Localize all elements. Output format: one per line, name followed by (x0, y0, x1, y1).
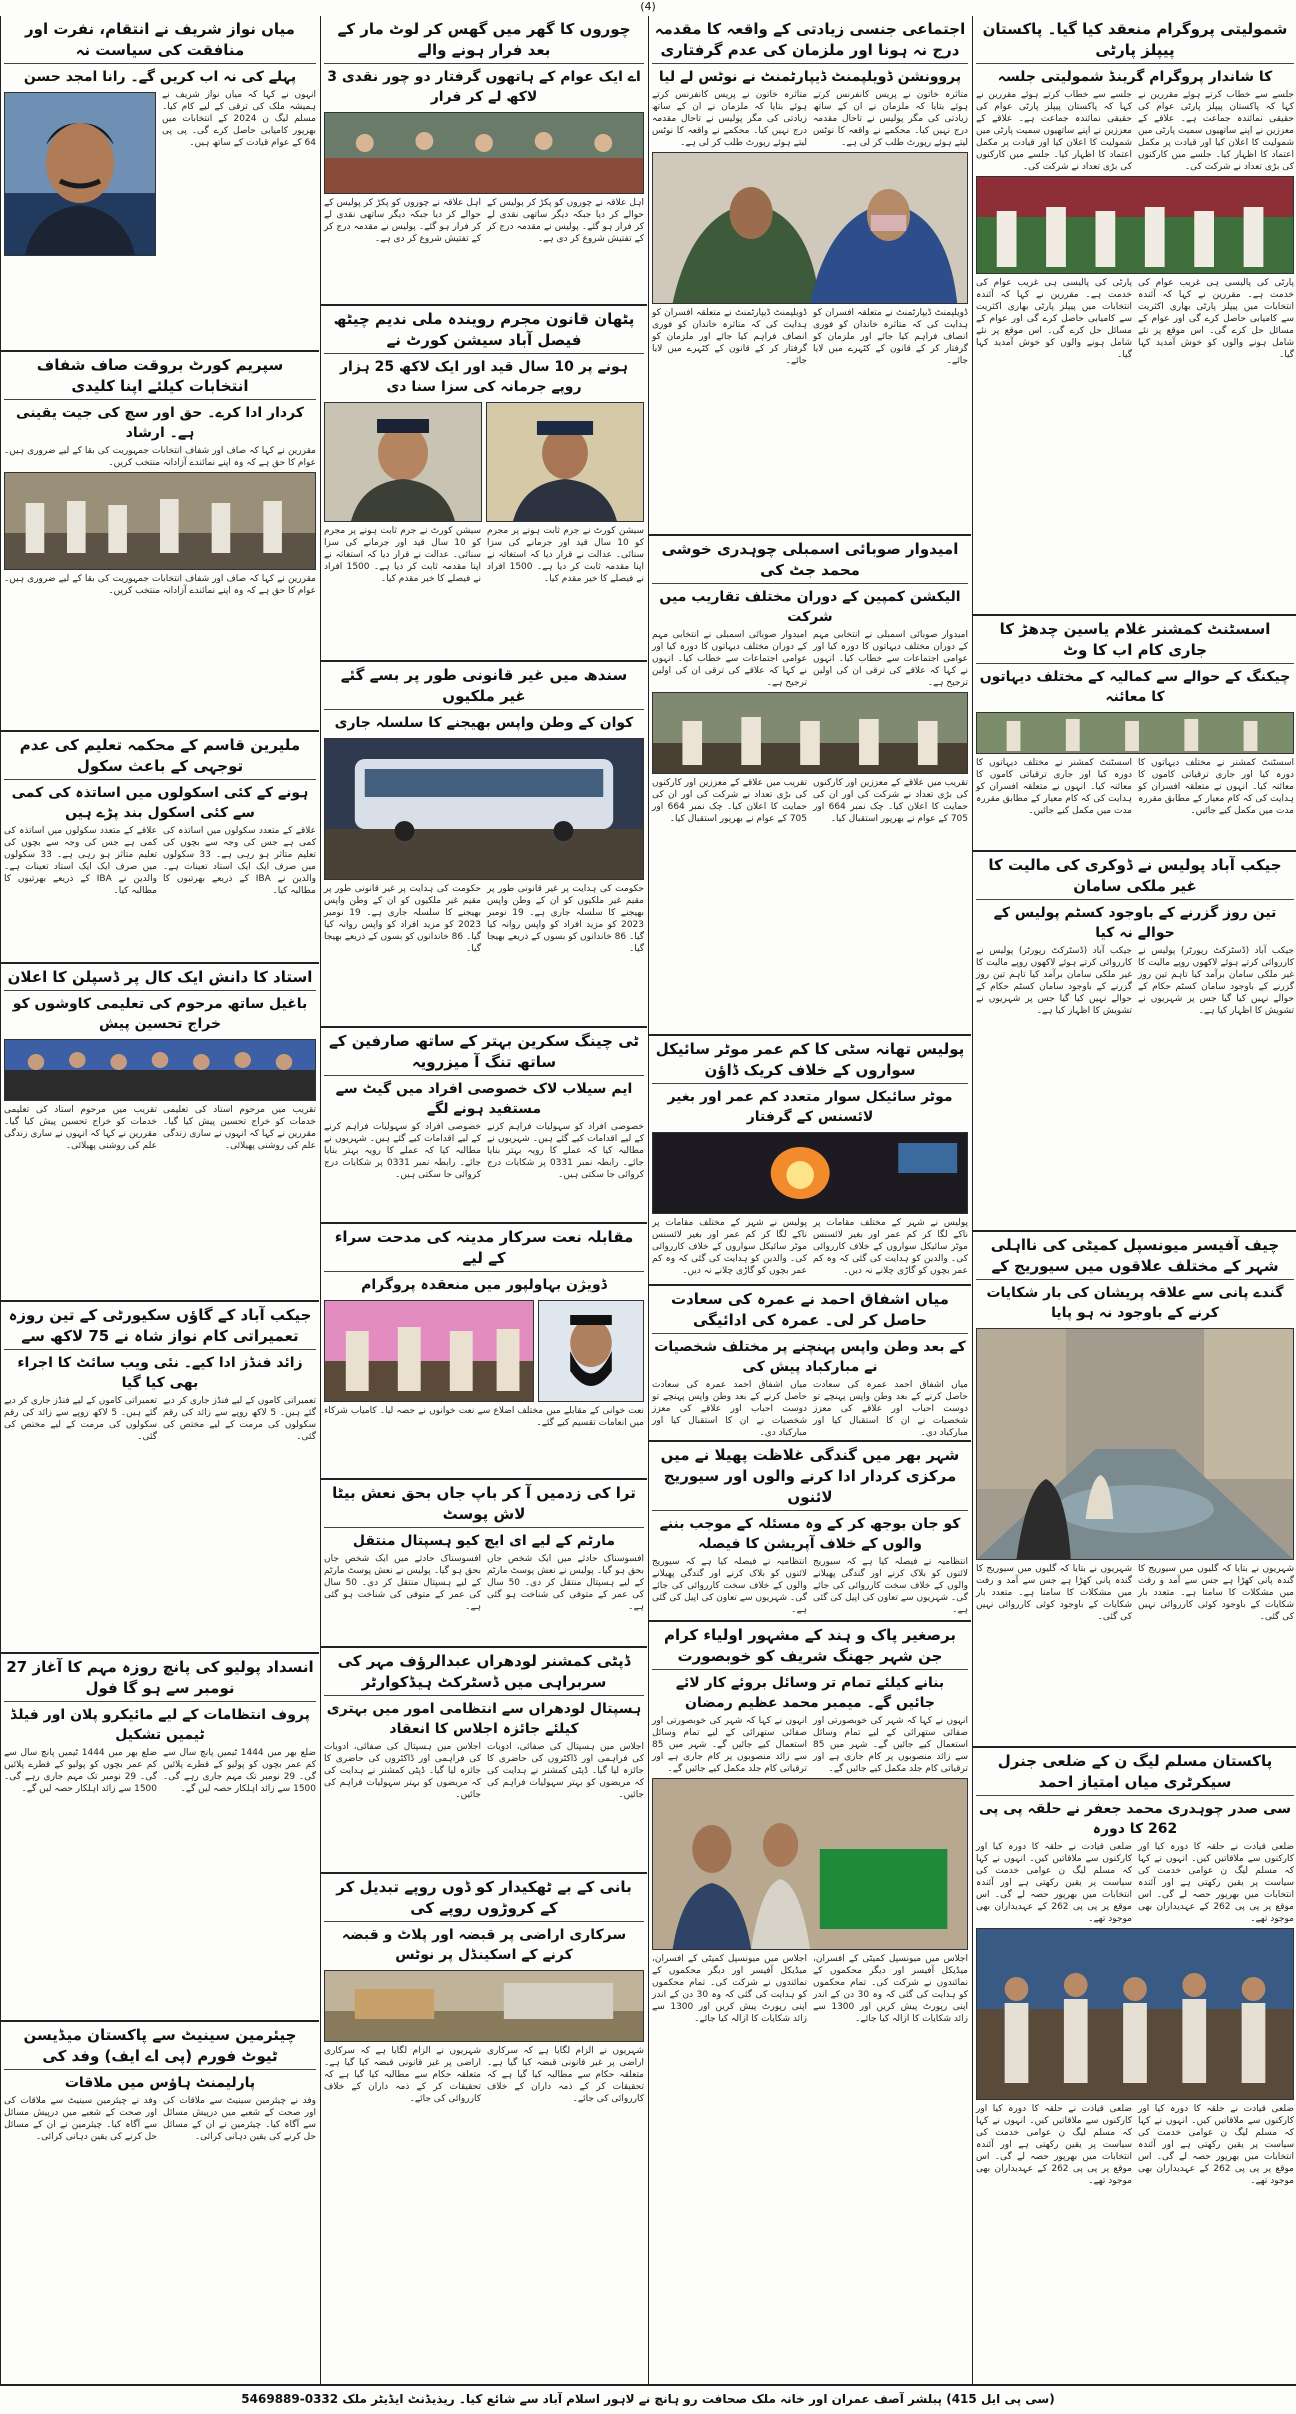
subheadline: گندے پانی سے علاقہ پریشان کی بار شکایات کرنے کے باوجود نہ ہو پایا (986, 1285, 1284, 1321)
subheadline: کو جان بوجھ کر کے وہ مسئلہ کے موجب بننے والوں کے خلاف آپریشن کا فیصلہ (659, 1516, 961, 1552)
subheadline: الیکشن کمپین کے دوران مختلف تقاریب میں شرکت (659, 589, 961, 625)
article-assault-case (649, 16, 971, 536)
article-text: تعمیراتی کاموں کے لیے فنڈز جاری کر دیے گئے ہیں۔ 5 لاکھ روپے سے زائد کی رقم سکولوں کی مرمت کے لیے مختص کی گئی۔ (163, 1396, 316, 1442)
subheadline: مارٹم کے لیے ای ایچ کیو ہسپتال منتقل (352, 1533, 616, 1549)
column-4 (0, 16, 319, 2384)
article-text: اسسٹنٹ کمشنر نے مختلف دیہاتوں کا دورہ کیا اور جاری ترقیاتی کاموں کا معائنہ کیا۔ انہوں نے متعلقہ افسران کو ہدایت کی کہ کام معیار کے مطابق مقررہ مدت میں مکمل کیے جائیں۔ (976, 758, 1132, 816)
article-teacher (1, 964, 319, 1302)
column-3 (320, 16, 647, 2384)
headline: ملیرین قاسم کے محکمہ تعلیم کی عدم توجہی کے باعث سکول (4, 734, 316, 780)
women-photo (652, 152, 968, 304)
street-photo (976, 1328, 1294, 1560)
article-text: اہل علاقہ نے چوروں کو پکڑ کر پولیس کے حوالے کر دیا جبکہ دیگر ساتھی نقدی لے کر فرار ہو گئے۔ پولیس نے مقدمہ درج کر کے تفتیش شروع کر دی ہے۔ (324, 198, 481, 244)
officer-photo (324, 402, 482, 522)
article-court-sentence (321, 306, 647, 662)
headline: چیف آفیسر میونسپل کمیٹی کی نااہلی شہر کے مختلف علاقوں میں سیوریج کے (976, 1234, 1294, 1280)
headline: اسسٹنٹ کمشنر غلام یاسین چدھڑ کا جاری کام اب کا وٹ (976, 618, 1294, 664)
inspection-photo (976, 712, 1294, 754)
article-text: اہل علاقہ نے چوروں کو پکڑ کر پولیس کے حوالے کر دیا جبکہ دیگر ساتھی نقدی لے کر فرار ہو گئے۔ پولیس نے مقدمہ درج کر کے تفتیش شروع کر دی ہے۔ (487, 198, 644, 244)
article-text: حکومت کی ہدایت پر غیر قانونی طور پر مقیم غیر ملکیوں کو ان کے وطن واپس بھیجنے کا سلسلہ جاری ہے۔ 19 نومبر 2023 کو مزید افراد کو واپس روانہ کیا گیا۔ 86 خاندانوں کو بسوں کے ذریعے بھیجا گیا۔ (324, 884, 481, 954)
article-text: ضلعی قیادت نے حلقہ کا دورہ کیا اور کارکنوں سے ملاقاتیں کیں۔ انہوں نے کہا کہ مسلم لیگ ن عوامی خدمت کی سیاست پر یقین رکھتی ہے اور آئندہ انتخابات میں بھرپور حصہ لے گی۔ اس موقع پر پی پی 262 کے عہدیداران بھی موجود تھے۔ (976, 1842, 1132, 1924)
article-text: علاقے کے متعدد سکولوں میں اساتذہ کی کمی ہے جس کی وجہ سے بچوں کی تعلیم متاثر ہو رہی ہے۔ 33 سکولوں میں صرف ایک ایک استاد تعینات ہے۔ والدین نے IBA کے ذریعے بھرتیوں کا مطالبہ کیا۔ (4, 826, 157, 896)
subheadline: کوان کے وطن واپس بھیجنے کا سلسلہ جاری (334, 715, 634, 731)
article-sewerage-operation (649, 1442, 971, 1622)
article-text: ضلعی قیادت نے حلقہ کا دورہ کیا اور کارکنوں سے ملاقاتیں کیں۔ انہوں نے کہا کہ مسلم لیگ ن عوامی خدمت کی سیاست پر یقین رکھتی ہے اور آئندہ انتخابات میں بھرپور حصہ لے گی۔ اس موقع پر پی پی 262 کے عہدیداران بھی موجود تھے۔ (1138, 1842, 1294, 1924)
article-text: وفد نے چیئرمین سینیٹ سے ملاقات کی اور صحت کے شعبے میں درپیش مسائل سے آگاہ کیا۔ چیئرمین نے ان کے مسائل حل کرنے کی یقین دہانی کرائی۔ (4, 2096, 157, 2142)
article-text: ضلع بھر میں 1444 ٹیمیں پانچ سال سے کم عمر بچوں کو پولیو کے قطرے پلائیں گی۔ 29 نومبر تک مہم جاری رہے گی۔ 1500 سے زائد اہلکار حصہ لیں گے۔ (4, 1748, 157, 1794)
subheadline: پارلیمنٹ ہاؤس میں ملاقات (64, 2075, 256, 2091)
subheadline: پروف انتظامات کے لیے مائیکرو پلان اور فیلڈ ٹیمیں تشکیل (10, 1707, 310, 1743)
article-jhang (649, 1622, 971, 2384)
subheadline: پہلے کی نہ اب کریں گے۔ رانا امجد حسن (23, 69, 297, 85)
article-text: جلسے سے خطاب کرتے ہوئے مقررین نے کہا کہ پاکستان پیپلز پارٹی عوام کی حقیقی نمائندہ جماعت ہے۔ علاقے کے معززین نے اپنے ساتھیوں سمیت پارٹی میں شمولیت کا اعلان کیا اور قیادت پر مکمل اعتماد کا اظہار کیا۔ جلسے میں کارکنوں کی بڑی تعداد نے شرکت کی۔ (976, 90, 1132, 172)
article-sindh-foreigners (321, 662, 647, 1028)
event-photo (4, 472, 316, 570)
event-photo (324, 1300, 534, 1402)
article-text: اجلاس میں ہسپتال کی صفائی، ادویات کی فراہمی اور ڈاکٹروں کی حاضری کا جائزہ لیا گیا۔ ڈپٹی کمشنر نے ہدایت کی کہ مریضوں کو بہتر سہولیات فراہم کی جائیں۔ (324, 1742, 481, 1800)
article-text: تقریب میں علاقے کے معززین اور کارکنوں کی بڑی تعداد نے شرکت کی اور ان کی حمایت کا اعلان کیا۔ چک نمبر 664 اور 705 کے عوام نے بھرپور استقبال کیا۔ (652, 778, 807, 824)
article-text: مقررین نے کہا کہ صاف اور شفاف انتخابات جمہوریت کی بقا کے لیے ضروری ہیں۔ عوام کا حق ہے کہ وہ اپنے نمائندے آزادانہ منتخب کریں۔ (4, 446, 316, 468)
article-text: اسسٹنٹ کمشنر نے مختلف دیہاتوں کا دورہ کیا اور جاری ترقیاتی کاموں کا معائنہ کیا۔ انہوں نے متعلقہ افسران کو ہدایت کی کہ کام معیار کے مطابق مقررہ مدت میں مکمل کیے جائیں۔ (1138, 758, 1294, 816)
article-schools (1, 732, 319, 964)
article-text: نعت خوانی کے مقابلے میں مختلف اضلاع سے نعت خوانوں نے حصہ لیا۔ کامیاب شرکاء میں انعامات تقسیم کیے گئے۔ (324, 1406, 644, 1428)
subheadline: سی صدر چوہدری محمد جعفر نے حلقہ پی پی 262 کا دورہ (978, 1801, 1292, 1837)
article-naat (321, 1224, 647, 1480)
article-text: تقریب میں علاقے کے معززین اور کارکنوں کی بڑی تعداد نے شرکت کی اور ان کی حمایت کا اعلان کیا۔ چک نمبر 664 اور 705 کے عوام نے بھرپور استقبال کیا۔ (813, 778, 968, 824)
subheadline: ایم سیلاب لاک خصوصی افراد میں گیٹ سے مستفید ہونے لگے (335, 1081, 633, 1117)
headline: سپریم کورٹ بروقت صاف شفاف انتخابات کیلئے اپنا کلیدی (4, 354, 316, 400)
headline: انسداد پولیو کی پانچ روزہ مہم کا آغاز 27 نومبر سے ہو گا فول (4, 1656, 316, 1702)
subheadline: باغیل ساتھ مرحوم کی تعلیمی کاوشوں کو خراج تحسین پیش (12, 996, 308, 1032)
headline: امیدوار صوبائی اسمبلی چوہدری خوشی محمد جٹ کی (652, 538, 968, 584)
subheadline: بنانے کیلئے تمام تر وسائل بروئے کار لائے جائیں گے۔ میمبر محمد عظیم رمضان (675, 1675, 945, 1711)
subheadline: ہونے پر 10 سال قید اور ایک لاکھ 25 ہزار روپے جرمانہ کی سزا سنا دی (339, 359, 628, 395)
article-text: امیدوار صوبائی اسمبلی نے انتخابی مہم کے دوران مختلف دیہاتوں کا دورہ کیا اور عوامی اجتماعات سے خطاب کیا۔ انہوں نے کہا کہ علاقے کی ترقی ان کی اولین ترجیح ہے۔ (813, 630, 968, 688)
subheadline: کا شاندار پروگرام گرینڈ شمولیتی جلسہ (997, 69, 1273, 85)
headline: شمولیتی پروگرام منعقد کیا گیا۔ پاکستان پیپلز پارٹی (976, 18, 1294, 64)
subheadline: ہسپتال لودھراں سے انتظامی امور میں بہتری کیلئے جائزہ اجلاس کا انعقاد (326, 1701, 642, 1737)
article-text: افسوسناک حادثے میں ایک شخص جاں بحق ہو گیا۔ پولیس نے نعش پوسٹ مارٹم کے لیے ہسپتال منتقل کر دی۔ 50 سال کی عمر کے متوفی کی شناخت ہو گئی ہے۔ (324, 1554, 482, 1612)
article-text: حکومت کی ہدایت پر غیر قانونی طور پر مقیم غیر ملکیوں کو ان کے وطن واپس بھیجنے کا سلسلہ جاری ہے۔ 19 نومبر 2023 کو مزید افراد کو واپس روانہ کیا گیا۔ 86 خاندانوں کو بسوں کے ذریعے بھیجا گیا۔ (487, 884, 644, 954)
article-text: انہوں نے کہا کہ شہر کی خوبصورتی اور صفائی ستھرائی کے لیے تمام وسائل استعمال کیے جائیں گے۔ شہر میں 85 سے زائد منصوبوں پر کام جاری ہے اور ترقیاتی کام جلد مکمل کیے جائیں گے۔ (652, 1716, 807, 1774)
article-hospital-meeting (321, 1648, 647, 1874)
subheadline: موٹر سائیکل سوار متعدد کم عمر اور بغیر لائسنس کے گرفتار (667, 1089, 953, 1125)
article-text: پولیس نے شہر کے مختلف مقامات پر ناکے لگا کر کم عمر اور بغیر لائسنس موٹر سائیکل سواروں کے خلاف کارروائی کی۔ والدین کو ہدایت کی گئی کہ وہ کم عمر بچوں کو گاڑی چلانے نہ دیں۔ (813, 1218, 968, 1276)
article-text: متاثرہ خاتون نے پریس کانفرنس کرتے ہوئے بتایا کہ ملزمان نے ان کے ساتھ زیادتی کی مگر پولیس نے تاحال مقدمہ درج نہیں کیا۔ محکمے نے واقعہ کا نوٹس لیتے ہوئے رپورٹ طلب کر لی ہے۔ (652, 90, 807, 148)
gathering-photo (976, 1928, 1294, 2100)
headline: ترا کی زدمیں آ کر باپ جاں بحق نعش بیٹا لاش پوسٹ (324, 1482, 644, 1528)
article-text: پارٹی کی پالیسی ہی غریب عوام کی خدمت ہے۔ مقررین نے کہا کہ آئندہ انتخابات میں پیپلز پارٹی بھاری اکثریت سے کامیابی حاصل کرے گی اور عوام کے مسائل حل کرے گی۔ اس موقع پر نئے شامل ہونے والوں کو خوش آمدید کہا گیا۔ (1138, 278, 1294, 360)
article-text: ڈویلپمنٹ ڈیپارٹمنٹ نے متعلقہ افسران کو ہدایت کی کہ متاثرہ خاندان کو فوری انصاف فراہم کیا جائے اور ملزمان کو گرفتار کر کے قانون کے کٹہرے میں لایا جائے۔ (652, 308, 807, 366)
article-jacobabad-funds (1, 1302, 319, 1654)
page-number: (4) (640, 0, 656, 13)
article-sewerage-water (973, 1232, 1296, 1748)
article-text: ضلعی قیادت نے حلقہ کا دورہ کیا اور کارکنوں سے ملاقاتیں کیں۔ انہوں نے کہا کہ مسلم لیگ ن عوامی خدمت کی سیاست پر یقین رکھتی ہے اور آئندہ انتخابات میں بھرپور حصہ لے گی۔ اس موقع پر پی پی 262 کے عہدیداران بھی موجود تھے۔ (976, 2104, 1132, 2186)
subheadline: زائد فنڈز ادا کیے۔ نئی ویب سائٹ کا اجراء بھی کیا گیا (17, 1355, 303, 1391)
article-thieves (321, 16, 647, 306)
campaign-photo (652, 692, 968, 774)
article-text: پولیس نے شہر کے مختلف مقامات پر ناکے لگا کر کم عمر اور بغیر لائسنس موٹر سائیکل سواروں کے خلاف کارروائی کی۔ والدین کو ہدایت کی گئی کہ وہ کم عمر بچوں کو گاڑی چلانے نہ دیں۔ (652, 1218, 807, 1276)
article-text: سیشن کورٹ نے جرم ثابت ہونے پر مجرم کو 10 سال قید اور جرمانے کی سزا سنائی۔ عدالت نے قرار دیا کہ استغاثہ نے اپنا مقدمہ ثابت کر دیا ہے۔ 1500 افراد نے فیصلے کا خیر مقدم کیا۔ (324, 526, 481, 584)
article-pmln-visit (973, 1748, 1296, 2370)
officer-photo (486, 402, 644, 522)
headline: مقابلہ نعت سرکار مدینہ کی مدحت سراء کے لیے (324, 1226, 644, 1272)
headline: پٹھان قانون مجرم رویندہ ملی ندیم چیٹھ فیصل آباد سیشن کورٹ نے (324, 308, 644, 354)
article-text: شہریوں نے الزام لگایا ہے کہ سرکاری اراضی پر غیر قانونی قبضہ کیا گیا ہے۔ متعلقہ حکام سے مطالبہ کیا گیا ہے کہ تحقیقات کر کے ذمہ داران کے خلاف کارروائی کی جائے۔ (487, 2046, 644, 2104)
article-assistant-commissioner (973, 616, 1296, 852)
article-text: ضلع بھر میں 1444 ٹیمیں پانچ سال سے کم عمر بچوں کو پولیو کے قطرے پلائیں گی۔ 29 نومبر تک مہم جاری رہے گی۔ 1500 سے زائد اہلکار حصہ لیں گے۔ (163, 1748, 316, 1794)
subheadline: تین روز گزرنے کے باوجود کسٹم پولیس کے حوالے نہ کیا (993, 905, 1277, 941)
article-text: جلسے سے خطاب کرتے ہوئے مقررین نے کہا کہ پاکستان پیپلز پارٹی عوام کی حقیقی نمائندہ جماعت ہے۔ علاقے کے معززین نے اپنے ساتھیوں سمیت پارٹی میں شمولیت کا اعلان کیا اور قیادت پر مکمل اعتماد کا اظہار کیا۔ جلسے میں کارکنوں کی بڑی تعداد نے شرکت کی۔ (1138, 90, 1294, 172)
article-text: پارٹی کی پالیسی ہی غریب عوام کی خدمت ہے۔ مقررین نے کہا کہ آئندہ انتخابات میں پیپلز پارٹی بھاری اکثریت سے کامیابی حاصل کرے گی اور عوام کے مسائل حل کرے گی۔ اس موقع پر نئے شامل ہونے والوں کو خوش آمدید کہا گیا۔ (976, 278, 1132, 360)
headline: جیکب آباد کے گاؤں سکیورٹی کے تین روزہ تعمیراتی کام نواز شاہ نے 75 لاکھ سے (4, 1304, 316, 1350)
article-text: امیدوار صوبائی اسمبلی نے انتخابی مہم کے دوران مختلف دیہاتوں کا دورہ کیا اور عوامی اجتماعات سے خطاب کیا۔ انہوں نے کہا کہ علاقے کی ترقی ان کی اولین ترجیح ہے۔ (652, 630, 807, 688)
headline: میاں نواز شریف نے انتقام، نفرت اور منافقت کی سیاست نہ (4, 18, 316, 64)
article-accident (321, 1480, 647, 1648)
headline: پاکستان مسلم لیگ ن کے ضلعی جنرل سیکرٹری میاں امتیاز احمد (976, 1750, 1294, 1796)
rally-photo (976, 176, 1294, 274)
article-text: وفد نے چیئرمین سینیٹ سے ملاقات کی اور صحت کے شعبے میں درپیش مسائل سے آگاہ کیا۔ چیئرمین نے ان کے مسائل حل کرنے کی یقین دہانی کرائی۔ (163, 2096, 316, 2142)
article-text: شہریوں نے بتایا کہ گلیوں میں سیوریج کا گندہ پانی کھڑا ہے جس سے آمد و رفت میں مشکلات کا سامنا ہے۔ متعدد بار شکایات کے باوجود کوئی کارروائی نہیں کی گئی۔ (1138, 1564, 1294, 1622)
column-1 (972, 16, 1296, 2384)
headline: چیئرمین سینیٹ سے پاکستان میڈیسن ٹیوٹ فورم (پی اے ایف) وفد کی (4, 2024, 316, 2070)
subheadline: ہونے کے کئی اسکولوں میں اساتذہ کی کمی سے کئی اسکول بند پڑے ہیں (11, 785, 309, 821)
headline: چوروں کا گھر میں گھس کر لوٹ مار کے بعد فرار ہونے والے (324, 18, 644, 64)
article-text: خصوصی افراد کو سہولیات فراہم کرنے کے لیے اقدامات کیے گئے ہیں۔ شہریوں نے مطالبہ کیا کہ عملے کا رویہ بہتر بنایا جائے۔ رابطہ نمبر 0331 پر شکایات درج کروائی جا سکتی ہیں۔ (324, 1122, 481, 1180)
article-supreme-court (1, 352, 319, 732)
subheadline: چیکنگ کے حوالے سے کمالیہ کے مختلف دیہاتوں کا معائنہ (979, 669, 1291, 705)
article-text: خصوصی افراد کو سہولیات فراہم کرنے کے لیے اقدامات کیے گئے ہیں۔ شہریوں نے مطالبہ کیا کہ عملے کا رویہ بہتر بنایا جائے۔ رابطہ نمبر 0331 پر شکایات درج کروائی جا سکتی ہیں۔ (487, 1122, 644, 1180)
portrait-photo (4, 92, 156, 256)
article-nawaz (1, 16, 319, 352)
headline: برصغیر پاک و ہند کے مشہور اولیاء کرام جن شہر جھنگ شریف کو خوبصورت (652, 1624, 968, 1670)
article-umrah (649, 1286, 971, 1442)
article-text: انہوں نے کہا کہ میاں نواز شریف نے ہمیشہ ملک کی ترقی کے لیے کام کیا۔ مسلم لیگ ن 2024 کے انتخابات میں بھرپور کامیابی حاصل کرے گی۔ پی پی 64 کے عوام قیادت کے ساتھ ہیں۔ (162, 90, 316, 148)
article-senate (1, 2022, 319, 2322)
site-photo (324, 1970, 644, 2042)
subheadline: کردار ادا کرے۔ حق اور سچ کی جیت یقینی ہے۔ ارشاد (16, 405, 304, 441)
event-photo (324, 112, 644, 194)
article-text: ضلعی قیادت نے حلقہ کا دورہ کیا اور کارکنوں سے ملاقاتیں کیں۔ انہوں نے کہا کہ مسلم لیگ ن عوامی خدمت کی سیاست پر یقین رکھتی ہے اور آئندہ انتخابات میں بھرپور حصہ لے گی۔ اس موقع پر پی پی 262 کے عہدیداران بھی موجود تھے۔ (1138, 2104, 1294, 2186)
article-text: تقریب میں مرحوم استاد کی تعلیمی خدمات کو خراج تحسین پیش کیا گیا۔ مقررین نے کہا کہ انہوں نے ساری زندگی علم کی روشنی پھیلائی۔ (4, 1105, 157, 1151)
article-text: جیکب آباد (ڈسٹرکٹ رپورٹر) پولیس نے کارروائی کرتے ہوئے لاکھوں روپے مالیت کا غیر ملکی سامان برآمد کیا تاہم تین روز گزرنے کے باوجود سامان کسٹم حکام کے حوالے نہیں کیا گیا جس پر شہریوں نے تشویش کا اظہار کیا ہے۔ (1138, 946, 1294, 1016)
article-text: انتظامیہ نے فیصلہ کیا ہے کہ سیوریج لائنوں کو بلاک کرنے اور گندگی پھیلانے والوں کے خلاف سخت کارروائی کی جائے گی۔ شہریوں سے تعاون کی اپیل کی گئی ہے۔ (652, 1557, 807, 1615)
article-text: انہوں نے کہا کہ شہر کی خوبصورتی اور صفائی ستھرائی کے لیے تمام وسائل استعمال کیے جائیں گے۔ شہر میں 85 سے زائد منصوبوں پر کام جاری ہے اور ترقیاتی کام جلد مکمل کیے جائیں گے۔ (813, 1716, 968, 1774)
headline: پولیس تھانہ سٹی کا کم عمر موٹر سائیکل سواروں کے خلاف کریک ڈاؤن (652, 1038, 968, 1084)
headline: استاد کا دانش ایک کال پر ڈسپلن کا اعلان (4, 966, 316, 991)
article-text: جیکب آباد (ڈسٹرکٹ رپورٹر) پولیس نے کارروائی کرتے ہوئے لاکھوں روپے مالیت کا غیر ملکی سامان برآمد کیا تاہم تین روز گزرنے کے باوجود سامان کسٹم حکام کے حوالے نہیں کیا گیا جس پر شہریوں نے تشویش کا اظہار کیا ہے۔ (976, 946, 1132, 1016)
imprint-footer: (سی پی ایل 415) پبلشر آصف عمران اور خانہ ملک صحافت رو ہانچ نے لاہور اسلام آباد سے شائع کیا۔ ریذیڈنٹ ایڈیٹر ملک 0332-5469889 (0, 2384, 1296, 2414)
article-text: اجلاس میں ہسپتال کی صفائی، ادویات کی فراہمی اور ڈاکٹروں کی حاضری کا جائزہ لیا گیا۔ ڈپٹی کمشنر نے ہدایت کی کہ مریضوں کو بہتر سہولیات فراہم کی جائیں۔ (487, 1742, 644, 1800)
article-jacobabad-police (973, 852, 1296, 1232)
article-polio (1, 1654, 319, 2022)
portrait-photo (538, 1300, 644, 1402)
headline: جیکب آباد پولیس نے ڈوکری کی مالیت کا غیر ملکی سامان (976, 854, 1294, 900)
subheadline: پروونشن ڈویلپمنٹ ڈیپارٹمنٹ نے نوٹس لے لیا (658, 69, 962, 85)
article-text: شہریوں نے بتایا کہ گلیوں میں سیوریج کا گندہ پانی کھڑا ہے جس سے آمد و رفت میں مشکلات کا سامنا ہے۔ متعدد بار شکایات کے باوجود کوئی کارروائی نہیں کی گئی۔ (976, 1564, 1132, 1622)
article-text: ڈویلپمنٹ ڈیپارٹمنٹ نے متعلقہ افسران کو ہدایت کی کہ متاثرہ خاندان کو فوری انصاف فراہم کیا جائے اور ملزمان کو گرفتار کر کے قانون کے کٹہرے میں لایا جائے۔ (813, 308, 968, 366)
subheadline: کے بعد وطن واپس پہنچنے پر مختلف شخصیات نے مبارکباد پیش کی (654, 1339, 966, 1375)
headline: سندھ میں غیر قانونی طور پر بسے گئے غیر ملکیوں (324, 664, 644, 710)
headline: میاں اشفاق احمد نے عمرہ کی سعادت حاصل کر لی۔ عمرہ کی ادائیگی (652, 1288, 968, 1334)
subheadline: اے ایک عوام کے ہاتھوں گرفتار دو چور نقدی 3 لاکھ لے کر فرار (327, 69, 641, 105)
article-text: علاقے کے متعدد سکولوں میں اساتذہ کی کمی ہے جس کی وجہ سے بچوں کی تعلیم متاثر ہو رہی ہے۔ 33 سکولوں میں صرف ایک ایک استاد تعینات ہے۔ والدین نے IBA کے ذریعے بھرتیوں کا مطالبہ کیا۔ (163, 826, 316, 896)
article-text: مقررین نے کہا کہ صاف اور شفاف انتخابات جمہوریت کی بقا کے لیے ضروری ہیں۔ عوام کا حق ہے کہ وہ اپنے نمائندے آزادانہ منتخب کریں۔ (4, 574, 316, 596)
headline: ٹی چینگ سکرین بہتر کے ساتھ صارفین کے ساتھ تنگ آ میزرویہ (324, 1030, 644, 1076)
article-land-scandal (321, 1874, 647, 2174)
article-text: انتظامیہ نے فیصلہ کیا ہے کہ سیوریج لائنوں کو بلاک کرنے اور گندگی پھیلانے والوں کے خلاف سخت کارروائی کی جائے گی۔ شہریوں سے تعاون کی اپیل کی گئی ہے۔ (813, 1557, 968, 1615)
article-text: اجلاس میں میونسپل کمیٹی کے افسران، میڈیکل آفیسر اور دیگر محکموں کے نمائندوں نے شرکت کی۔ تمام محکموں کو ہدایت کی گئی کہ وہ 30 دن کے اندر اپنی رپورٹ پیش کریں اور 1300 سے زائد شکایات کا ازالہ کیا جائے۔ (652, 1954, 807, 2024)
article-text: شہریوں نے الزام لگایا ہے کہ سرکاری اراضی پر غیر قانونی قبضہ کیا گیا ہے۔ متعلقہ حکام سے مطالبہ کیا گیا ہے کہ تحقیقات کر کے ذمہ داران کے خلاف کارروائی کی جائے۔ (324, 2046, 481, 2104)
headline: شہر بھر میں گندگی غلاظت پھیلا نے میں مرکزی کردار ادا کرنے والوں اور سیوریج لائنوں (652, 1444, 968, 1511)
article-text: اجلاس میں میونسپل کمیٹی کے افسران، میڈیکل آفیسر اور دیگر محکموں کے نمائندوں نے شرکت کی۔ تمام محکموں کو ہدایت کی گئی کہ وہ 30 دن کے اندر اپنی رپورٹ پیش کریں اور 1300 سے زائد شکایات کا ازالہ کیا جائے۔ (813, 1954, 968, 2024)
headline: ڈپٹی کمشنر لودھراں عبدالرؤف مہر کی سربراہی میں ڈسٹرکٹ ہیڈکوارٹر (324, 1650, 644, 1696)
article-text: متاثرہ خاتون نے پریس کانفرنس کرتے ہوئے بتایا کہ ملزمان نے ان کے ساتھ زیادتی کی مگر پولیس نے تاحال مقدمہ درج نہیں کیا۔ محکمے نے واقعہ کا نوٹس لیتے ہوئے رپورٹ طلب کر لی ہے۔ (813, 90, 968, 148)
subheadline: ڈویژن بہاولپور میں منعقدہ پروگرام (361, 1277, 607, 1293)
article-election-campaign (649, 536, 971, 1036)
article-crackdown (649, 1036, 971, 1286)
meeting-photo (652, 1778, 968, 1950)
article-text: افسوسناک حادثے میں ایک شخص جاں بحق ہو گیا۔ پولیس نے نعش پوسٹ مارٹم کے لیے ہسپتال منتقل کر دی۔ 50 سال کی عمر کے متوفی کی شناخت ہو گئی ہے۔ (487, 1554, 645, 1612)
article-text: تعمیراتی کاموں کے لیے فنڈز جاری کر دیے گئے ہیں۔ 5 لاکھ روپے سے زائد کی رقم سکولوں کی مرمت کے لیے مختص کی گئی۔ (4, 1396, 157, 1442)
article-text: سیشن کورٹ نے جرم ثابت ہونے پر مجرم کو 10 سال قید اور جرمانے کی سزا سنائی۔ عدالت نے قرار دیا کہ استغاثہ نے اپنا مقدمہ ثابت کر دیا ہے۔ 1500 افراد نے فیصلے کا خیر مقدم کیا۔ (487, 526, 644, 584)
headline: اجتماعی جنسی زیادتی کے واقعہ کا مقدمہ درج نہ ہونا اور ملزمان کی عدم گرفتاری (652, 18, 968, 64)
article-ppp-rally (973, 16, 1296, 616)
subheadline: سرکاری اراضی پر قبضہ اور پلاٹ و قبضہ کرنے کے اسکینڈل پر نوٹس (341, 1927, 627, 1963)
night-photo (652, 1132, 968, 1214)
bus-photo (324, 738, 644, 880)
event-photo (4, 1039, 316, 1101)
headline: بانی کے بے ٹھکیدار کو ڈوں روپے تبدیل کر کے کروڑوں روپے کی (324, 1876, 644, 1922)
article-text: تقریب میں مرحوم استاد کی تعلیمی خدمات کو خراج تحسین پیش کیا گیا۔ مقررین نے کہا کہ انہوں نے ساری زندگی علم کی روشنی پھیلائی۔ (163, 1105, 316, 1151)
article-text: میاں اشفاق احمد عمرہ کی سعادت حاصل کرنے کے بعد وطن واپس پہنچے تو دوست احباب اور علاقے کی معزز شخصیات نے ان کا استقبال کیا اور مبارکباد دی۔ (813, 1380, 968, 1438)
column-2 (648, 16, 971, 2384)
article-text: میاں اشفاق احمد عمرہ کی سعادت حاصل کرنے کے بعد وطن واپس پہنچے تو دوست احباب اور علاقے کی معزز شخصیات نے ان کا استقبال کیا اور مبارکباد دی۔ (652, 1380, 807, 1438)
article-special-persons (321, 1028, 647, 1224)
